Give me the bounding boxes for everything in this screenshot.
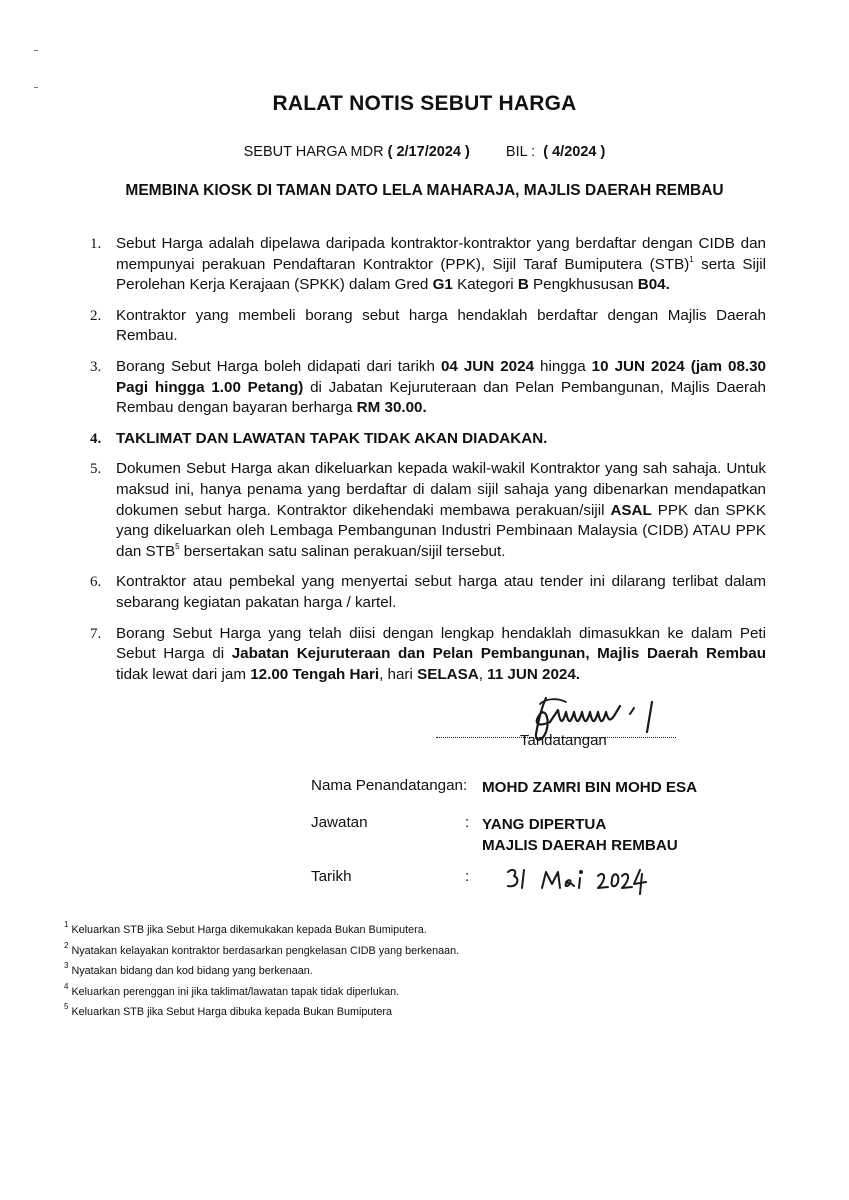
- footnote-marker: 4: [64, 981, 69, 991]
- scan-mark: [34, 87, 38, 88]
- footnote: [64, 981, 764, 998]
- clause-7: [90, 624, 766, 686]
- clause-text: Borang Sebut Harga boleh didapati dari tarikh: [116, 357, 441, 375]
- clause-text: Sebut Harga adalah dipelawa daripada kontraktor-kontraktor yang berdaftar dengan CIDB dan mempunyai perakuan Pendaftaran Kontraktor (PPK), Sijil Taraf Bumiputera (STB): [116, 235, 766, 273]
- date-label: Tarikh: [311, 868, 352, 885]
- position-value: [482, 814, 678, 856]
- clause-text: Dokumen Sebut Harga akan dikeluarkan kepada wakil-wakil Kontraktor yang sah sahaja. Untuk maksud ini, hanya penama yang berdaftar di dalam sijil sahaja yang dibenarkan mendapatkan dokumen sebut harga. Kontraktor dikehendaki membawa perakuan/sijil: [116, 460, 766, 519]
- footnote-text: Nyatakan kelayakan kontraktor berdasarkan pengkelasan CIDB yang berkenaan.: [71, 944, 460, 957]
- signature-label: Tandatangan: [520, 732, 607, 749]
- sebut-harga-label: SEBUT HARGA MDR: [243, 144, 384, 160]
- fee-amount: RM 30.00.: [356, 399, 427, 417]
- clause-text: hingga: [534, 357, 592, 375]
- clause-text: di Jabatan Kejuruteraan dan Pelan Pembangunan, Majlis Daerah Rembau dengan bayaran berharga: [116, 378, 766, 417]
- date-colon: :: [465, 868, 470, 885]
- clause-text: PPK dan SPKK yang dikeluarkan oleh Lembaga Pembangunan Industri Pembinaan Malaysia (CIDB) ATAU PPK dan STB: [116, 501, 766, 560]
- document-title: RALAT NOTIS SEBUT HARGA: [272, 92, 577, 115]
- start-date: 04 JUN 2024: [440, 357, 535, 375]
- clause-text: ,: [478, 665, 488, 683]
- end-date: 10 JUN 2024 (jam 08.30 Pagi hingga 1.00 Petang): [116, 357, 767, 396]
- footnote: [64, 920, 764, 936]
- footnotes: [64, 920, 764, 1027]
- footnote-marker: 1: [64, 920, 69, 930]
- clause-1: [90, 234, 766, 296]
- scan-mark: [34, 50, 38, 51]
- position-colon: :: [465, 814, 470, 831]
- signature-block: [436, 692, 680, 758]
- clause-3: [90, 357, 766, 419]
- footnote-marker: 2: [64, 940, 69, 950]
- signatory-name-label: Nama Penandatangan:: [311, 777, 468, 794]
- clause-5: [90, 459, 766, 562]
- clause-text: bersertakan satu salinan perakuan/sijil tersebut.: [179, 542, 506, 560]
- handwritten-date: [500, 860, 650, 900]
- grade-value: G1: [432, 276, 453, 294]
- clause-number: 3.: [90, 358, 102, 375]
- footnote: [64, 1002, 764, 1018]
- clause-2: [90, 306, 766, 347]
- clause-number: 7.: [90, 625, 102, 642]
- position-line-1: YANG DIPERTUA: [482, 816, 607, 833]
- specialization-value: B04.: [637, 276, 670, 294]
- bil-label: BIL :: [505, 144, 536, 160]
- deadline-date: 11 JUN 2024.: [487, 665, 581, 683]
- clause-text: Pengkhususan: [528, 276, 638, 294]
- sebut-harga-number: ( 2/17/2024 ): [387, 144, 470, 160]
- clause-number: 4.: [90, 430, 102, 447]
- footnote-ref: 5: [175, 541, 180, 551]
- footnote-text: Nyatakan bidang dan kod bidang yang berkenaan.: [71, 965, 313, 977]
- clause-text: Borang Sebut Harga yang telah diisi dengan lengkap hendaklah dimasukkan ke dalam Peti Sebut Harga di: [116, 624, 766, 663]
- clause-number: 5.: [90, 461, 102, 478]
- position-line-2: MAJLIS DAERAH REMBAU: [482, 837, 678, 854]
- clause-text: , hari: [379, 665, 418, 683]
- footnote-text: Keluarkan STB jika Sebut Harga dibuka kepada Bukan Bumiputera: [71, 1006, 392, 1018]
- deadline-time: 12.00 Tengah Hari: [250, 665, 380, 683]
- clause-number: 2.: [90, 307, 102, 324]
- clause-text: Kontraktor atau pembekal yang menyertai sebut harga atau tender ini dilarang terlibat dalam sebarang kegiatan pakatan harga / kartel.: [116, 573, 766, 611]
- category-value: B: [517, 276, 529, 294]
- footnote: [64, 961, 764, 977]
- clause-text: serta Sijil Perolehan Kerja Kerajaan (SPKK) dalam Gred: [116, 255, 766, 294]
- emphasis-text: ASAL: [610, 501, 652, 519]
- deadline-day: SELASA: [417, 665, 479, 683]
- reference-line: [0, 144, 849, 160]
- clause-text: Kategori: [452, 276, 518, 294]
- footnote-marker: 3: [64, 961, 69, 971]
- clause-list: [90, 234, 766, 695]
- clause-number: 1.: [90, 236, 102, 252]
- footnote-text: Keluarkan STB jika Sebut Harga dikemukakan kepada Bukan Bumiputera.: [71, 924, 427, 936]
- footnote-ref: 1: [689, 254, 694, 264]
- clause-text: Kontraktor yang membeli borang sebut harga hendaklah berdaftar dengan Majlis Daerah Rembau.: [116, 306, 766, 345]
- clause-6: [90, 572, 766, 613]
- footnote-marker: 5: [64, 1002, 69, 1012]
- bil-number: ( 4/2024 ): [543, 144, 606, 160]
- clause-text: TAKLIMAT DAN LAWATAN TAPAK TIDAK AKAN DIADAKAN.: [116, 429, 548, 447]
- clause-number: 6.: [90, 574, 102, 591]
- position-label: Jawatan: [311, 814, 368, 831]
- department-name: Jabatan Kejuruteraan dan Pelan Pembangunan, Majlis Daerah Rembau: [231, 645, 766, 663]
- signatory-name-value: MOHD ZAMRI BIN MOHD ESA: [482, 779, 698, 796]
- document-subject: MEMBINA KIOSK DI TAMAN DATO LELA MAHARAJA, MAJLIS DAERAH REMBAU: [125, 182, 724, 199]
- clause-4: [90, 429, 766, 450]
- footnote: [64, 940, 764, 957]
- clause-text: tidak lewat dari jam: [116, 665, 251, 683]
- footnote-text: Keluarkan perenggan ini jika taklimat/lawatan tapak tidak diperlukan.: [71, 985, 400, 998]
